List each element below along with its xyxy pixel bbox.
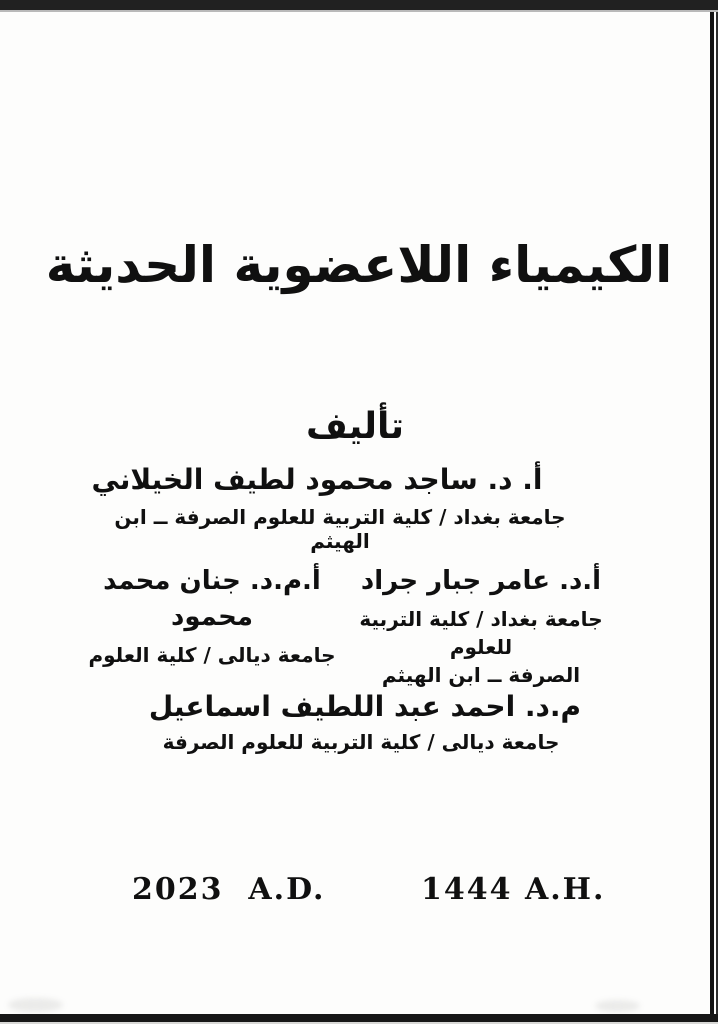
author-2-name: أ.د. عامر جبار جراد	[360, 566, 602, 596]
gregorian-year: 2023 A.D.	[132, 872, 326, 907]
author-4-name: م.د. احمد عبد اللطيف اسماعيل	[148, 690, 582, 723]
scan-smudge-left	[8, 998, 63, 1012]
author-1-affiliation: جامعة بغداد / كلية التربية للعلوم الصرفة ــ ابن الهيثم	[114, 505, 566, 553]
page-right-border	[710, 11, 714, 1016]
author-3-affiliation: جامعة ديالى / كلية العلوم	[88, 643, 336, 667]
scan-smudge-right	[595, 1000, 640, 1012]
author-3-name: أ.م.د. جنان محمد محمود	[103, 566, 321, 632]
page-top-border	[0, 0, 718, 12]
byline-label: تأليف	[305, 406, 405, 447]
book-title: الكيمياء اللاعضوية الحديثة	[45, 236, 673, 294]
author-1-name: أ. د. ساجد محمود لطيف الخيلاني	[91, 463, 543, 496]
author-2-affiliation-line-1: جامعة بغداد / كلية التربية للعلوم	[359, 607, 603, 659]
author-2-block	[351, 563, 611, 689]
hijri-year: 1444 A.H.	[421, 872, 606, 907]
author-4-affiliation: جامعة ديالى / كلية التربية للعلوم الصرفة	[162, 730, 560, 754]
page-bottom-border	[0, 1014, 718, 1022]
author-2-affiliation-line-2: الصرفة ــ ابن الهيثم	[381, 663, 581, 687]
author-3-block	[82, 563, 342, 669]
